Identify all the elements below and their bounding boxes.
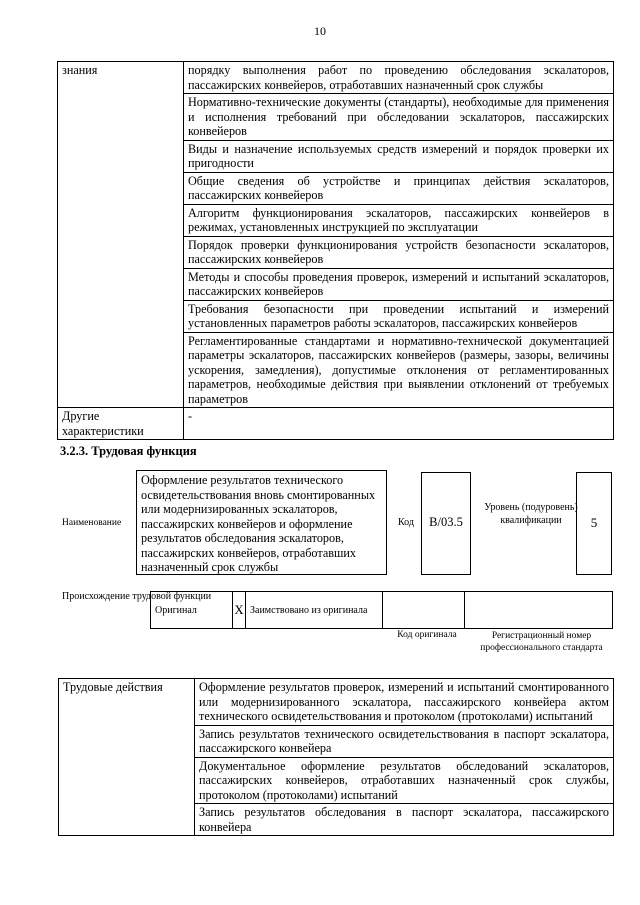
knowledge-category: знания [58,62,184,408]
knowledge-item: Требования безопасности при проведении испытаний и измерений установленных параметров работы эскалаторов, пассажирских конвейеров [184,300,614,332]
knowledge-table [57,61,614,440]
knowledge-item: Методы и способы проведения проверок, измерений и испытаний эскалаторов, пассажирских конвейеров [184,268,614,300]
action-item: Запись результатов технического освидетельствования в паспорт эскалатора, пассажирского конвейера [195,725,614,757]
origin-reg-number-cell [465,592,613,629]
function-name-label: Наименование [62,518,122,528]
other-characteristics-label: Другие характеристики [58,408,184,440]
reg-number-caption: Регистрационный номер профессионального стандарта [480,631,603,653]
knowledge-item: Алгоритм функционирования эскалаторов, пассажирских конвейеров в режимах, установленных инструкцией по эксплуатации [184,204,614,236]
origin-label-text: Происхождение трудовой функции [62,591,212,602]
actions-table [58,678,614,836]
knowledge-item: Порядок проверки функционирования устройств безопасности эскалаторов, пассажирских конвейеров [184,236,614,268]
knowledge-item: Нормативно-технические документы (стандарты), необходимые для применения и исполнения требований при обследовании эскалаторов, пассажирских конвейеров [184,94,614,141]
function-name-box: Оформление результатов технического освидетельствования вновь смонтированных или модернизированных эскалаторов, пассажирских конвейеров и оформление результатов обследования эскалаторов, пассажирских конвейеров, отработавших назначенный срок службы [136,470,387,575]
qualification-level-label: Уровень (подуровень) квалификации [484,502,578,526]
function-code-box: B/03.5 [421,472,471,575]
actions-category: Трудовые действия [59,679,195,836]
function-code-label: Код [398,517,414,528]
origin-table [150,591,613,629]
action-item: Документальное оформление результатов обследований эскалаторов, пассажирских конвейеров, отработавших назначенный срок службы, протоколом (протоколами) испытаний [195,757,614,804]
knowledge-item: порядку выполнения работ по проведению обследования эскалаторов, пассажирских конвейеров, отработавших назначенный срок службы [184,62,614,94]
origin-borrowed-label: Заимствовано из оригинала [246,592,383,629]
knowledge-item: Регламентированные стандартами и нормативно-технической документацией параметры эскалаторов, пассажирских конвейеров (размеры, зазоры, величины ускорения, замедления), допустимые отклонения от регламентированных параметров, необходимые действия при выявлении отклонений от требуемых параметров [184,332,614,408]
origin-original-label: Оригинал [151,592,233,629]
action-item: Запись результатов обследования в паспорт эскалатора, пассажирского конвейера [195,804,614,836]
origin-original-mark: X [233,592,246,629]
other-characteristics-value: - [184,408,614,440]
code-original-caption: Код оригинала [397,630,457,640]
page-number: 10 [314,24,326,38]
qualification-level-box: 5 [576,472,612,575]
section-title: 3.2.3. Трудовая функция [60,444,197,458]
knowledge-item: Виды и назначение используемых средств измерений и порядок проверки их пригодности [184,140,614,172]
knowledge-item: Общие сведения об устройстве и принципах действия эскалаторов, пассажирских конвейеров [184,172,614,204]
action-item: Оформление результатов проверок, измерений и испытаний смонтированного или модернизированного эскалатора, пассажирского конвейера актом технического освидетельствования и протоколом (протоколами) испытаний [195,679,614,726]
origin-code-cell [383,592,465,629]
